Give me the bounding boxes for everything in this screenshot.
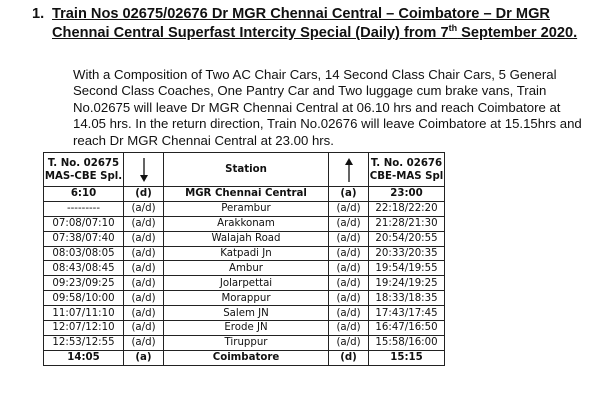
- cell-up-code: (a/d): [329, 201, 369, 216]
- cell-up-time: 19:24/19:25: [369, 276, 445, 291]
- header-down-arrow: [124, 153, 164, 187]
- cell-station: MGR Chennai Central: [164, 187, 329, 202]
- cell-down-time: 08:43/08:45: [44, 261, 124, 276]
- cell-up-code: (a/d): [329, 335, 369, 350]
- cell-up-time: 22:18/22:20: [369, 201, 445, 216]
- header-down-train: [44, 153, 124, 187]
- header-down-train-number: T. No. 02675: [47, 157, 120, 169]
- cell-up-time: 18:33/18:35: [369, 291, 445, 306]
- cell-up-code: (a/d): [329, 216, 369, 231]
- cell-down-time: 08:03/08:05: [44, 246, 124, 261]
- cell-down-code: (a/d): [124, 201, 164, 216]
- header-up-train-route: CBE-MAS Spl: [369, 170, 444, 182]
- cell-down-code: (a/d): [124, 246, 164, 261]
- cell-station: Walajah Road: [164, 231, 329, 246]
- cell-down-code: (a/d): [124, 231, 164, 246]
- table-row: [44, 276, 445, 291]
- cell-up-time: 16:47/16:50: [369, 321, 445, 336]
- notice-heading: [32, 5, 582, 43]
- cell-station: Perambur: [164, 201, 329, 216]
- cell-station: Erode JN: [164, 321, 329, 336]
- cell-down-code: (a/d): [124, 261, 164, 276]
- cell-down-time: 07:38/07:40: [44, 231, 124, 246]
- cell-down-time: 11:07/11:10: [44, 306, 124, 321]
- cell-down-code: (a/d): [124, 216, 164, 231]
- arrow-down-icon: [139, 157, 149, 183]
- cell-up-code: (a/d): [329, 231, 369, 246]
- cell-up-time: 21:28/21:30: [369, 216, 445, 231]
- table-row: [44, 291, 445, 306]
- cell-up-time: 20:33/20:35: [369, 246, 445, 261]
- cell-down-time: 6:10: [44, 187, 124, 202]
- table-row: [44, 335, 445, 350]
- cell-down-code: (a/d): [124, 306, 164, 321]
- cell-up-time: 23:00: [369, 187, 445, 202]
- table-row: [44, 306, 445, 321]
- cell-down-time: 07:08/07:10: [44, 216, 124, 231]
- header-up-arrow: [329, 153, 369, 187]
- timetable-header-row: [44, 153, 445, 187]
- cell-station: Tiruppur: [164, 335, 329, 350]
- cell-up-code: (a/d): [329, 306, 369, 321]
- table-row: [44, 216, 445, 231]
- cell-up-time: 15:15: [369, 350, 445, 365]
- cell-station: Morappur: [164, 291, 329, 306]
- cell-up-code: (a/d): [329, 261, 369, 276]
- notice-title-tail: September 2020.: [457, 25, 578, 41]
- cell-down-code: (d): [124, 187, 164, 202]
- arrow-up-icon: [344, 157, 354, 183]
- table-row: [44, 321, 445, 336]
- cell-down-code: (a/d): [124, 321, 164, 336]
- cell-station: Coimbatore: [164, 350, 329, 365]
- cell-up-code: (a/d): [329, 291, 369, 306]
- cell-down-time: 09:23/09:25: [44, 276, 124, 291]
- table-row: [44, 350, 445, 365]
- header-station: Station: [164, 153, 329, 187]
- header-down-train-route: MAS-CBE Spl.: [44, 170, 123, 182]
- header-up-train: [369, 153, 445, 187]
- cell-up-time: 15:58/16:00: [369, 335, 445, 350]
- cell-station: Arakkonam: [164, 216, 329, 231]
- cell-down-time: 12:53/12:55: [44, 335, 124, 350]
- cell-down-code: (a/d): [124, 335, 164, 350]
- cell-up-code: (a/d): [329, 246, 369, 261]
- cell-up-code: (a/d): [329, 321, 369, 336]
- cell-station: Ambur: [164, 261, 329, 276]
- cell-up-time: 19:54/19:55: [369, 261, 445, 276]
- cell-up-code: (a): [329, 187, 369, 202]
- notice-title-main: Train Nos 02675/02676 Dr MGR Chennai Central – Coimbatore – Dr MGR Chennai Central Superfast Intercity Special (Daily) from 7: [52, 6, 550, 41]
- notice-title-superscript: th: [448, 23, 458, 34]
- cell-station: Katpadi Jn: [164, 246, 329, 261]
- cell-up-code: (d): [329, 350, 369, 365]
- table-row: [44, 231, 445, 246]
- timetable: [43, 152, 445, 366]
- cell-up-time: 17:43/17:45: [369, 306, 445, 321]
- cell-down-code: (a/d): [124, 276, 164, 291]
- cell-station: Jolarpettai: [164, 276, 329, 291]
- timetable-body: [44, 187, 445, 366]
- cell-down-time: 14:05: [44, 350, 124, 365]
- cell-down-time: ---------: [44, 201, 124, 216]
- table-row: [44, 246, 445, 261]
- cell-station: Salem JN: [164, 306, 329, 321]
- cell-down-time: 09:58/10:00: [44, 291, 124, 306]
- cell-down-code: (a): [124, 350, 164, 365]
- notice-title: [52, 6, 577, 41]
- table-row: [44, 261, 445, 276]
- notice-number: 1.: [32, 6, 45, 22]
- cell-down-time: 12:07/12:10: [44, 321, 124, 336]
- cell-down-code: (a/d): [124, 291, 164, 306]
- cell-up-time: 20:54/20:55: [369, 231, 445, 246]
- notice-paragraph: With a Composition of Two AC Chair Cars, 14 Second Class Chair Cars, 5 General Second Class Coaches, One Pantry Car and Two luggage cum brake vans, Train No.02675 will leave Dr MGR Chennai Central at 06.10 hrs and reach Coimbatore at 14.05 hrs. In the return direction, Train No.02676 will leave Coimbatore at 15.15hrs and reach Dr MGR Chennai Central at 23.00 hrs.: [73, 67, 582, 148]
- cell-up-code: (a/d): [329, 276, 369, 291]
- table-row: [44, 201, 445, 216]
- table-row: [44, 187, 445, 202]
- header-up-train-number: T. No. 02676: [370, 157, 443, 169]
